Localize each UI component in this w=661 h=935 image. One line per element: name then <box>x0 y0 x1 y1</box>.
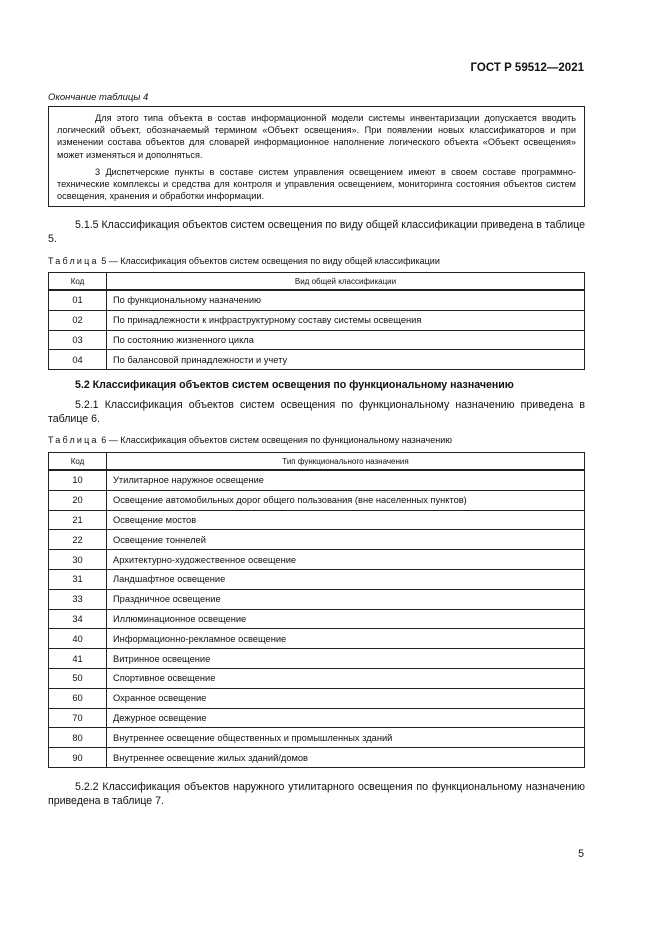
name-cell: Внутреннее освещение общественных и промышленных зданий <box>107 728 585 748</box>
table-row <box>49 748 585 768</box>
paragraph-5-2-2: 5.2.2 Классификация объектов наружного утилитарного освещения по функциональному назначению приведена в таблице 7. <box>48 781 585 807</box>
table-row <box>49 330 585 350</box>
name-cell: По функциональному назначению <box>107 290 585 310</box>
code-cell: 02 <box>49 310 107 330</box>
table-row <box>49 569 585 589</box>
table-row <box>49 609 585 629</box>
code-cell: 33 <box>49 589 107 609</box>
table-row <box>49 550 585 570</box>
code-cell: 60 <box>49 688 107 708</box>
table-continuation-label: Окончание таблицы 4 <box>48 92 149 103</box>
name-cell: Ландшафтное освещение <box>107 569 585 589</box>
table-row <box>49 290 585 310</box>
code-cell: 80 <box>49 728 107 748</box>
table6-col-code: Код <box>49 453 107 471</box>
code-cell: 30 <box>49 550 107 570</box>
table5-col-name: Вид общей классификации <box>107 273 585 291</box>
table5-caption-text: 5 — Классификация объектов систем освещения по виду общей классификации <box>98 256 440 266</box>
table5-caption <box>48 256 440 266</box>
code-cell: 21 <box>49 510 107 530</box>
table-row <box>49 510 585 530</box>
table-row <box>49 310 585 330</box>
code-cell: 34 <box>49 609 107 629</box>
table5 <box>48 272 585 370</box>
standard-header: ГОСТ Р 59512—2021 <box>470 62 584 74</box>
table4-notes-box <box>48 106 585 207</box>
name-cell: Спортивное освещение <box>107 668 585 688</box>
name-cell: По состоянию жизненного цикла <box>107 330 585 350</box>
table5-caption-prefix: Таблица <box>48 256 99 266</box>
name-cell: По балансовой принадлежности и учету <box>107 350 585 370</box>
table6-caption <box>48 435 452 445</box>
name-cell: Освещение автомобильных дорог общего пользования (вне населенных пунктов) <box>107 490 585 510</box>
name-cell: Внутреннее освещение жилых зданий/домов <box>107 748 585 768</box>
name-cell: Архитектурно-художественное освещение <box>107 550 585 570</box>
table-row <box>49 470 585 490</box>
table-row <box>49 629 585 649</box>
paragraph-5-2-1: 5.2.1 Классификация объектов систем освещения по функциональному назначению приведена в таблице 6. <box>48 399 585 425</box>
name-cell: Утилитарное наружное освещение <box>107 470 585 490</box>
page-number: 5 <box>578 848 584 860</box>
name-cell: Информационно-рекламное освещение <box>107 629 585 649</box>
code-cell: 31 <box>49 569 107 589</box>
name-cell: Дежурное освещение <box>107 708 585 728</box>
code-cell: 20 <box>49 490 107 510</box>
name-cell: Иллюминационное освещение <box>107 609 585 629</box>
name-cell: Витринное освещение <box>107 649 585 669</box>
table6 <box>48 452 585 768</box>
table-row <box>49 490 585 510</box>
name-cell: Освещение мостов <box>107 510 585 530</box>
code-cell: 50 <box>49 668 107 688</box>
table6-col-name: Тип функционального назначения <box>107 453 585 471</box>
table-row <box>49 589 585 609</box>
code-cell: 41 <box>49 649 107 669</box>
table-row <box>49 668 585 688</box>
name-cell: Освещение тоннелей <box>107 530 585 550</box>
table6-caption-prefix: Таблица <box>48 435 99 445</box>
code-cell: 22 <box>49 530 107 550</box>
table-row <box>49 688 585 708</box>
section-5-2-heading: 5.2 Классификация объектов систем освещения по функциональному назначению <box>75 379 514 391</box>
code-cell: 40 <box>49 629 107 649</box>
name-cell: Праздничное освещение <box>107 589 585 609</box>
table5-col-code: Код <box>49 273 107 291</box>
code-cell: 04 <box>49 350 107 370</box>
code-cell: 90 <box>49 748 107 768</box>
table-row <box>49 728 585 748</box>
code-cell: 10 <box>49 470 107 490</box>
code-cell: 70 <box>49 708 107 728</box>
paragraph-5-1-5: 5.1.5 Классификация объектов систем освещения по виду общей классификации приведена в таблице 5. <box>48 219 585 245</box>
table-row <box>49 350 585 370</box>
table-row <box>49 649 585 669</box>
table-row <box>49 530 585 550</box>
name-cell: Охранное освещение <box>107 688 585 708</box>
table-row <box>49 708 585 728</box>
note-paragraph: Для этого типа объекта в состав информационной модели системы инвентаризации допускается вводить логический объект, обозначаемый термином «Объект освещения». При появлении новых классификаторов и при изменении состава объектов для словарей информационное наполнение логического объекта «Объект освещения» может изменяться и дополняться. <box>57 113 576 160</box>
code-cell: 03 <box>49 330 107 350</box>
name-cell: По принадлежности к инфраструктурному составу системы освещения <box>107 310 585 330</box>
note-paragraph: 3 Диспетчерские пункты в составе систем управления освещением имеют в своем составе программно-технические комплексы и средства для контроля и управления освещением, мониторинга состояния объектов систем освещения, хранения и обработки информации. <box>57 166 576 202</box>
table6-caption-text: 6 — Классификация объектов систем освещения по функциональному назначению <box>98 435 452 445</box>
code-cell: 01 <box>49 290 107 310</box>
